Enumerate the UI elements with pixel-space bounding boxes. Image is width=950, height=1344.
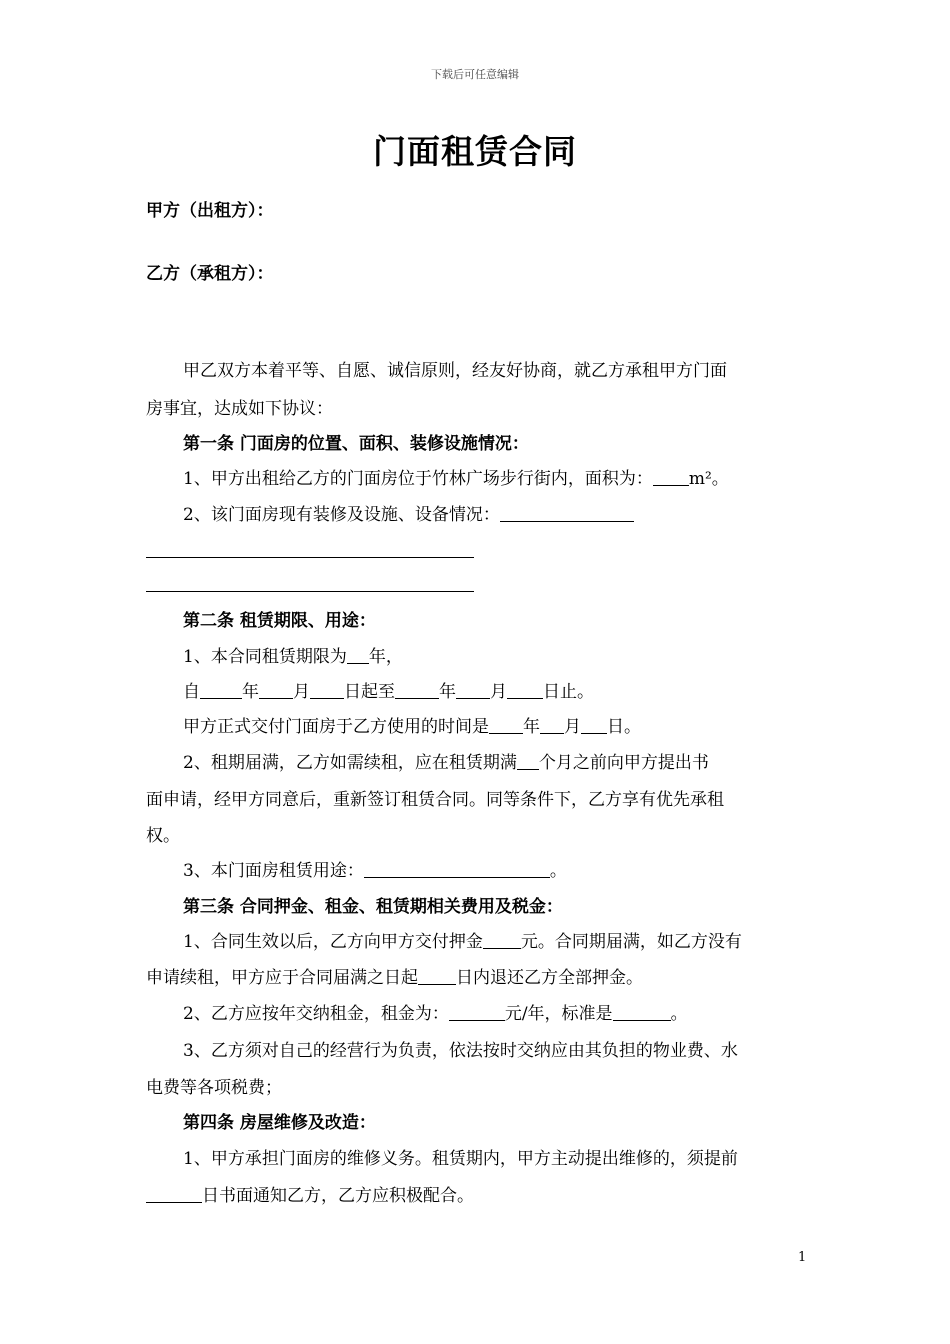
delivery-prefix: 甲方正式交付门面房于乙方使用的时间是 xyxy=(183,717,489,737)
item-text: 2、该门面房现有装修及设施、设备情况： xyxy=(183,505,500,525)
refund-prefix: 申请续租，甲方应于合同届满之日起 xyxy=(146,968,418,988)
end-day-blank xyxy=(507,682,543,699)
article-2-use xyxy=(183,861,567,881)
deposit-prefix: 1、合同生效以后，乙方向甲方交付押金 xyxy=(183,932,483,952)
article-3-heading: 第三条 合同押金、租金、租赁期相关费用及税金： xyxy=(183,897,563,917)
use-blank xyxy=(364,861,550,878)
article-2-renew-line-2: 面申请，经甲方同意后，重新签订租赁合同。同等条件下，乙方享有优先承租 xyxy=(146,790,724,810)
article-3-deposit xyxy=(183,932,742,952)
day-end-label: 日止。 xyxy=(543,682,594,702)
term-suffix: 年， xyxy=(368,647,403,667)
article-1-item-2 xyxy=(183,505,634,525)
rent-suffix: 。 xyxy=(670,1004,688,1024)
article-2-delivery xyxy=(183,717,641,737)
article-2-heading: 第二条 租赁期限、用途： xyxy=(183,611,376,631)
start-year-blank xyxy=(200,682,242,699)
year-label: 年 xyxy=(523,717,540,737)
intro-line-1: 甲乙双方本着平等、自愿、诚信原则，经友好协商，就乙方承租甲方门面 xyxy=(183,361,727,381)
party-a-label: 甲方（出租方）： xyxy=(146,201,274,221)
facilities-blank-line-2 xyxy=(146,591,474,592)
end-month-blank xyxy=(456,682,490,699)
intro-line-2: 房事宜，达成如下协议： xyxy=(146,399,333,419)
notice-suffix: 日书面通知乙方，乙方应积极配合。 xyxy=(202,1186,474,1206)
area-unit: m²。 xyxy=(688,469,729,489)
term-prefix: 1、本合同租赁期限为 xyxy=(183,647,347,667)
article-3-rent xyxy=(183,1004,688,1024)
page-number: 1 xyxy=(798,1250,807,1265)
use-suffix: 。 xyxy=(549,861,567,881)
month-label: 月 xyxy=(564,717,581,737)
article-3-deposit-line-2 xyxy=(146,968,643,988)
party-b-label: 乙方（承租方）： xyxy=(146,264,274,284)
article-3-tax-line-1: 3、乙方须对自己的经营行为负责，依法按时交纳应由其负担的物业费、水 xyxy=(183,1041,738,1061)
article-3-tax-line-2: 电费等各项税费； xyxy=(146,1078,282,1098)
renew-prefix: 2、租期届满，乙方如需续租，应在租赁期满 xyxy=(183,753,517,773)
year-label: 年 xyxy=(242,682,259,702)
rent-standard-blank xyxy=(613,1004,671,1021)
facilities-blank xyxy=(500,505,634,522)
contract-title: 门面租赁合同 xyxy=(373,132,577,171)
end-year-blank xyxy=(395,682,439,699)
facilities-blank-line-1 xyxy=(146,557,474,558)
renew-months-blank xyxy=(517,753,539,770)
header-note: 下载后可任意编辑 xyxy=(431,68,519,81)
delivery-day-label: 日。 xyxy=(607,717,641,737)
article-4-line-1: 1、甲方承担门面房的维修义务。租赁期内，甲方主动提出维修的，须提前 xyxy=(183,1149,738,1169)
rent-prefix: 2、乙方应按年交纳租金，租金为： xyxy=(183,1004,449,1024)
day-start-label: 日起至 xyxy=(344,682,395,702)
start-day-blank xyxy=(310,682,344,699)
article-2-renew xyxy=(183,753,709,773)
deposit-suffix: 元。合同期届满，如乙方没有 xyxy=(520,932,742,952)
rent-mid: 元/年，标准是 xyxy=(504,1004,613,1024)
start-month-blank xyxy=(259,682,293,699)
year-label: 年 xyxy=(439,682,456,702)
delivery-year-blank xyxy=(489,717,523,734)
rent-amount-blank xyxy=(449,1004,505,1021)
article-2-renew-line-3: 权。 xyxy=(146,826,180,846)
article-1-item-1 xyxy=(183,469,729,489)
renew-suffix: 个月之前向甲方提出书 xyxy=(538,753,709,773)
article-2-term xyxy=(183,647,403,667)
article-2-dates xyxy=(183,682,594,702)
delivery-day-blank xyxy=(581,717,607,734)
deposit-blank xyxy=(483,932,521,949)
article-4-heading: 第四条 房屋维修及改造： xyxy=(183,1113,376,1133)
item-text: 1、甲方出租给乙方的门面房位于竹林广场步行街内，面积为： xyxy=(183,469,653,489)
term-blank xyxy=(347,647,369,664)
refund-suffix: 日内退还乙方全部押金。 xyxy=(456,968,643,988)
refund-days-blank xyxy=(418,968,456,985)
month-label: 月 xyxy=(490,682,507,702)
from-label: 自 xyxy=(183,682,200,702)
article-4-line-2 xyxy=(146,1186,474,1206)
area-blank xyxy=(653,469,689,486)
article-1-heading: 第一条 门面房的位置、面积、装修设施情况： xyxy=(183,434,529,454)
month-label: 月 xyxy=(293,682,310,702)
notice-days-blank xyxy=(146,1186,202,1203)
delivery-month-blank xyxy=(540,717,564,734)
use-prefix: 3、本门面房租赁用途： xyxy=(183,861,364,881)
